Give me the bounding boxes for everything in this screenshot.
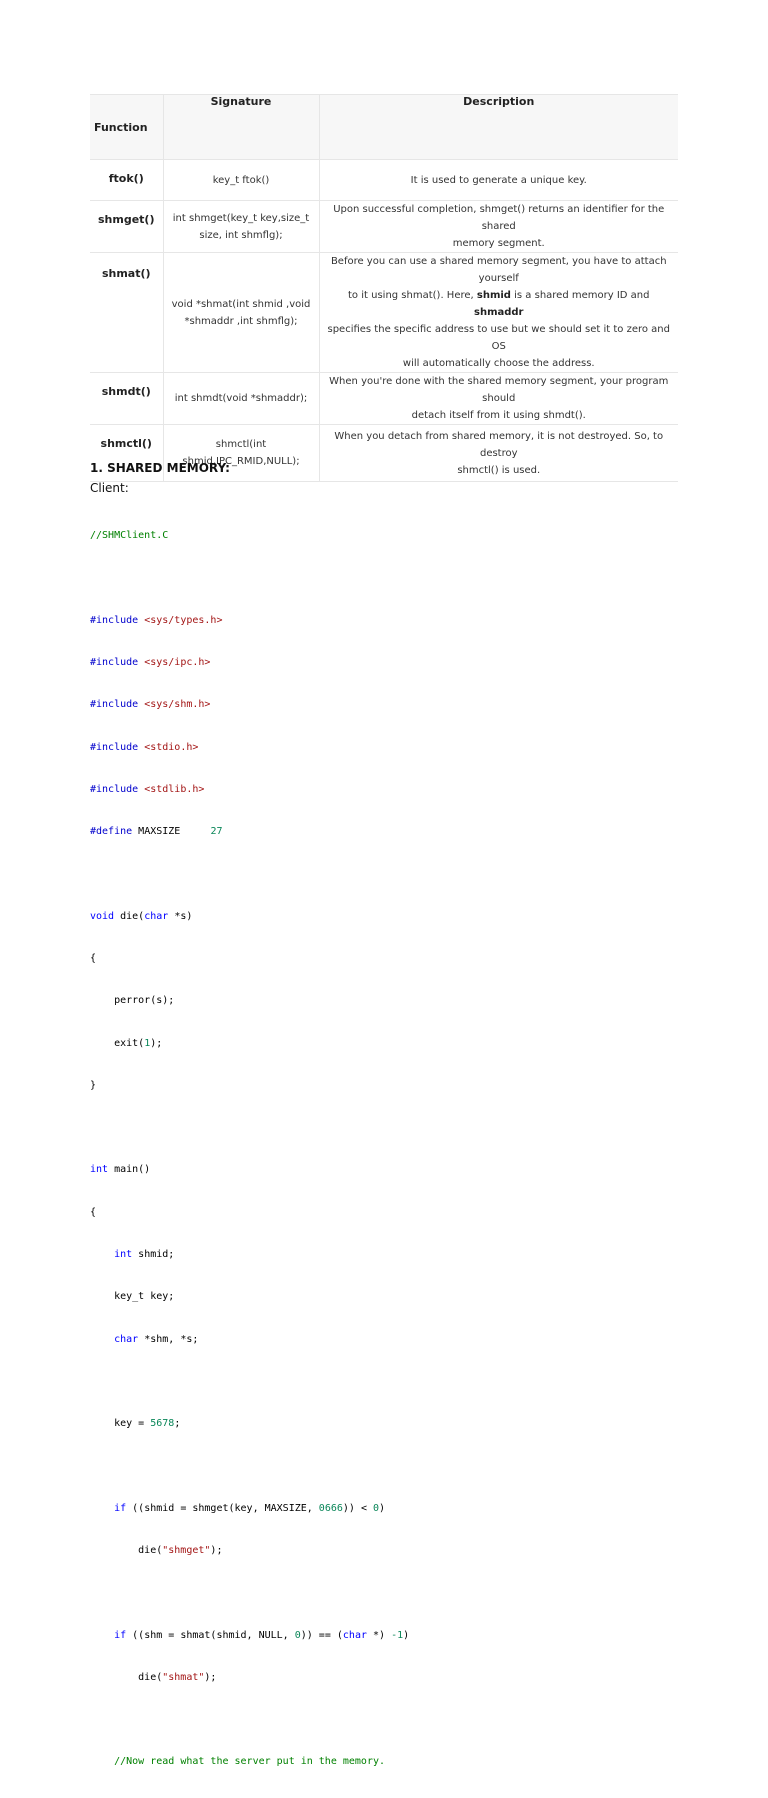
code-line: #include <sys/types.h> xyxy=(90,614,223,626)
header-signature: Signature xyxy=(163,95,319,160)
code-line xyxy=(90,571,409,585)
code-line: #include <sys/shm.h> xyxy=(90,699,211,711)
function-description: When you detach from shared memory, it is not destroyed. So, to destroy shmctl() is used. xyxy=(319,425,678,482)
code-line: //SHMClient.C xyxy=(90,530,169,542)
function-name: shmdt() xyxy=(90,373,163,425)
code-line: exit(1); xyxy=(90,1037,163,1049)
code-line: #include <stdlib.h> xyxy=(90,783,205,795)
code-line: char *shm, *s; xyxy=(114,1333,199,1345)
function-name: ftok() xyxy=(90,160,163,201)
function-description: It is used to generate a unique key. xyxy=(319,160,678,201)
code-line: #include <stdio.h> xyxy=(90,741,199,753)
table-row xyxy=(90,373,678,425)
function-name: shmat() xyxy=(90,253,163,373)
code-line xyxy=(90,1121,409,1135)
code-block xyxy=(90,501,409,1798)
code-line: if ((shmid = shmget(key, MAXSIZE, 0666)) < 0) xyxy=(114,1502,386,1514)
code-line: int shmid; xyxy=(114,1248,175,1260)
section-subtitle: Client: xyxy=(90,481,129,495)
code-line: { xyxy=(90,1206,97,1218)
function-signature: key_t ftok() xyxy=(163,160,319,201)
table-row xyxy=(90,160,678,201)
function-name: shmget() xyxy=(90,201,163,253)
table-row xyxy=(90,253,678,373)
code-line: { xyxy=(90,953,97,964)
section-title: 1. SHARED MEMORY: xyxy=(90,461,230,475)
code-line: //Now read what the server put in the memory. xyxy=(114,1756,386,1768)
code-line: die("shmat"); xyxy=(90,1671,217,1683)
function-signature: int shmget(key_t key,size_t size, int shmflg); xyxy=(163,201,319,253)
table-header-row xyxy=(90,95,678,160)
code-line: key = 5678; xyxy=(90,1418,181,1430)
code-line xyxy=(90,1459,409,1473)
function-signature: int shmdt(void *shmaddr); xyxy=(163,373,319,425)
code-line: die("shmget"); xyxy=(90,1544,223,1556)
code-line xyxy=(90,867,409,881)
header-description: Description xyxy=(319,95,678,160)
header-function: Function xyxy=(90,95,163,160)
code-line: key_t key; xyxy=(90,1291,175,1303)
function-description: When you're done with the shared memory segment, your program should detach itself from it using shmdt(). xyxy=(319,373,678,425)
code-line xyxy=(90,1375,409,1389)
function-signature: shmctl(int shmid,IPC_RMID,NULL); xyxy=(163,425,319,482)
table-row xyxy=(90,201,678,253)
code-line: #include <sys/ipc.h> xyxy=(90,657,211,669)
function-name: shmctl() xyxy=(90,425,163,482)
code-line: perror(s); xyxy=(90,995,175,1007)
function-description: Before you can use a shared memory segment, you have to attach yourself to it using shmat(). Here, shmid is a shared memory ID and shmaddr specifies the specific address to use but we should set it to zero and OS will automatically choose the address. xyxy=(319,253,678,373)
function-signature: void *shmat(int shmid ,void *shmaddr ,int shmflg); xyxy=(163,253,319,373)
code-line xyxy=(90,1586,409,1600)
code-line xyxy=(90,1713,409,1727)
code-line: int main() xyxy=(90,1164,151,1176)
code-line: #define MAXSIZE 27 xyxy=(90,826,223,838)
code-line: } xyxy=(90,1079,97,1091)
function-description: Upon successful completion, shmget() returns an identifier for the shared memory segment. xyxy=(319,201,678,253)
code-line: if ((shm = shmat(shmid, NULL, 0)) == (char *) -1) xyxy=(114,1629,410,1641)
code-line: void die(char *s) xyxy=(90,910,193,922)
